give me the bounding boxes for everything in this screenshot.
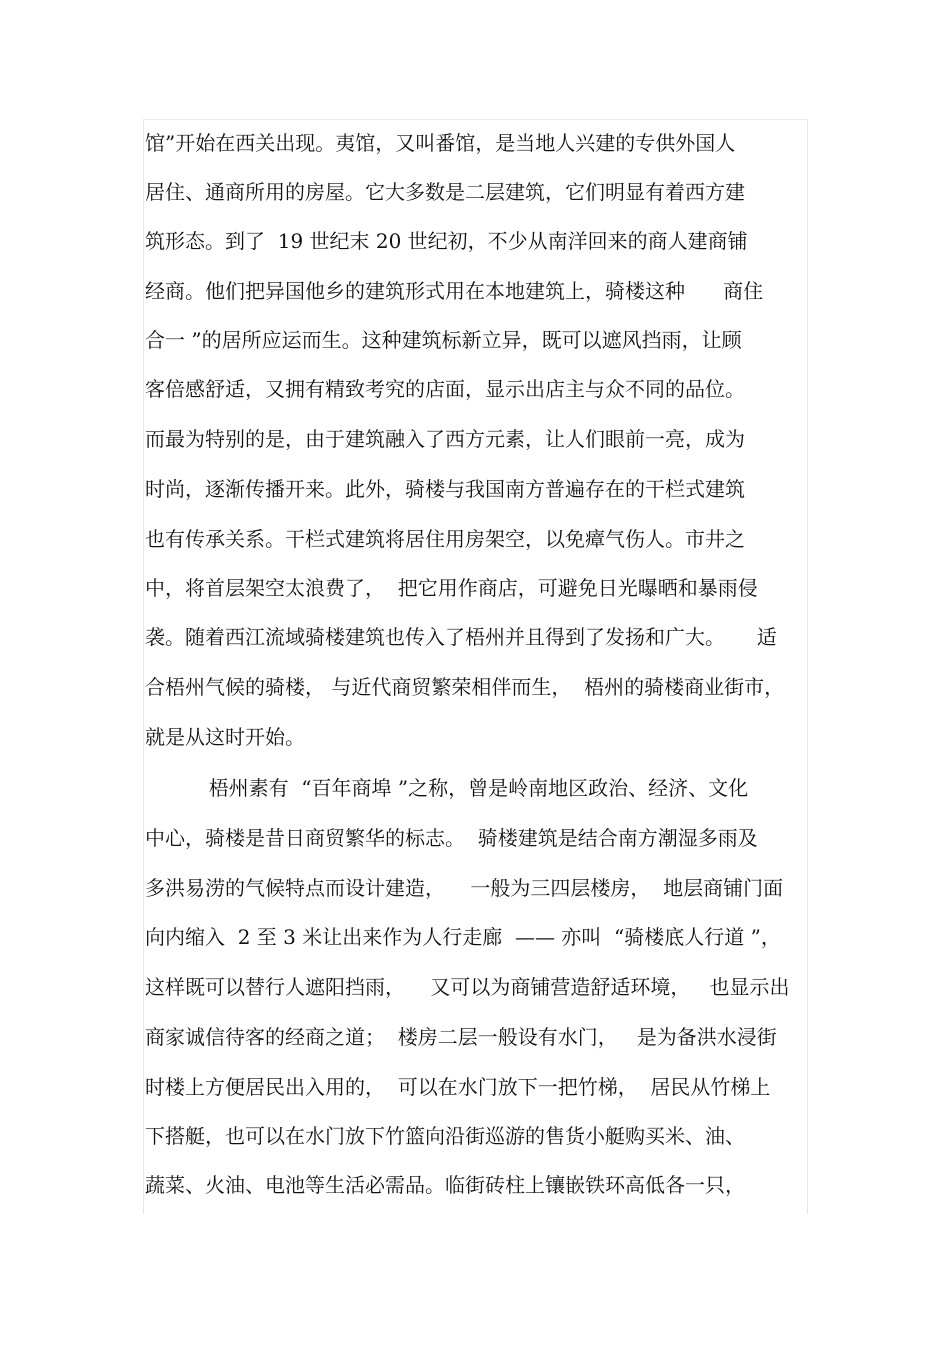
text-line: 蔬菜、火油、电池等生活必需品。临街砖柱上镶嵌铁环高低各一只，	[145, 1173, 745, 1197]
text-line: 多洪易涝的气候特点而设计建造， 一般为三四层楼房， 地层商铺门面	[145, 876, 784, 900]
text-line: 合梧州气候的骑楼， 与近代商贸繁荣相伴而生， 梧州的骑楼商业街市，	[145, 675, 785, 699]
text-line: 合一 ”的居所应运而生。这种建筑标新立异，既可以遮风挡雨，让顾	[145, 328, 742, 352]
text-line: 梧州素有 “百年商埠 ”之称，曾是岭南地区政治、经济、文化	[145, 776, 749, 800]
text-line: 时尚，逐渐传播开来。此外，骑楼与我国南方普遍存在的干栏式建筑	[145, 477, 745, 501]
text-line: 向内缩入 2 至 3 米让出来作为人行走廊 —— 亦叫 “骑楼底人行道 ”，	[145, 925, 781, 949]
text-line: 就是从这时开始。	[145, 725, 305, 749]
text-line: 时楼上方便居民出入用的， 可以在水门放下一把竹梯， 居民从竹梯上	[145, 1075, 771, 1099]
text-line: 中心，骑楼是昔日商贸繁华的标志。 骑楼建筑是结合南方潮湿多雨及	[145, 826, 758, 850]
text-line: 筑形态。到了 19 世纪末 20 世纪初，不少从南洋回来的商人建商铺	[145, 229, 748, 253]
text-line: 经商。他们把异国他乡的建筑形式用在本地建筑上，骑楼这种 商住	[145, 279, 764, 303]
text-line: 商家诚信待客的经商之道； 楼房二层一般设有水门， 是为备洪水浸街	[145, 1025, 777, 1049]
text-line: 客倍感舒适，又拥有精致考究的店面，显示出店主与众不同的品位。	[145, 377, 745, 401]
text-line: 这样既可以替行人遮阳挡雨， 又可以为商铺营造舒适环境， 也显示出	[145, 975, 790, 999]
text-line: 也有传承关系。干栏式建筑将居住用房架空，以免瘴气伤人。市井之	[145, 527, 745, 551]
text-line: 居住、通商所用的房屋。它大多数是二层建筑，它们明显有着西方建	[145, 180, 745, 204]
text-line: 袭。随着西江流域骑楼建筑也传入了梧州并且得到了发扬和广大。 适	[145, 625, 777, 649]
text-line: 下搭艇，也可以在水门放下竹篮向沿街巡游的售货小艇购买米、油、	[145, 1124, 745, 1148]
text-line: 中，将首层架空太浪费了， 把它用作商店，可避免日光曝晒和暴雨侵	[145, 576, 758, 600]
text-line: 馆”开始在西关出现。夷馆，又叫番馆，是当地人兴建的专供外国人	[145, 131, 736, 155]
text-line: 而最为特别的是，由于建筑融入了西方元素，让人们眼前一亮，成为	[145, 427, 745, 451]
